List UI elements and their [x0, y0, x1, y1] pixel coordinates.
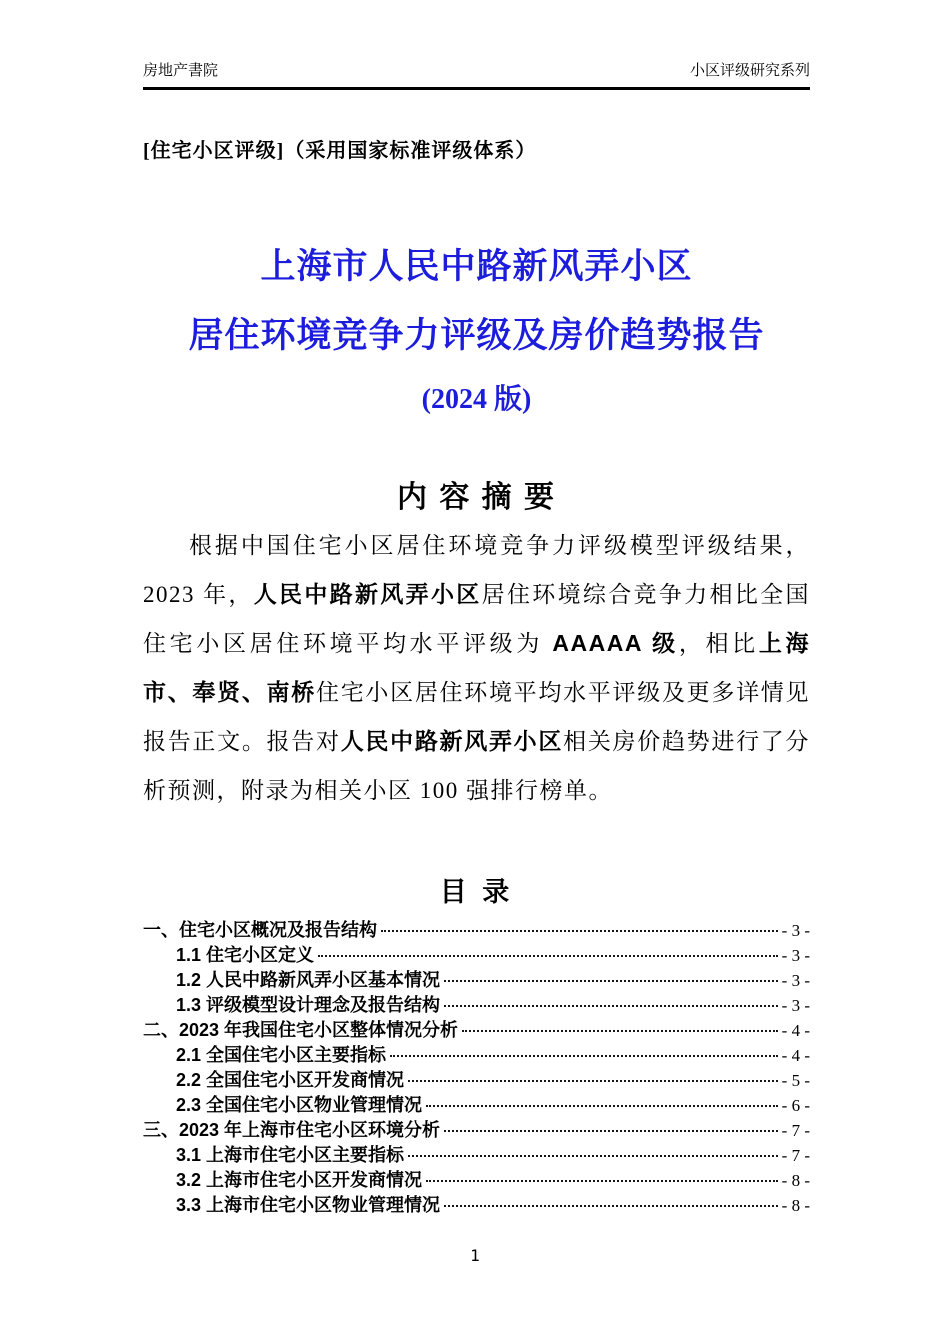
toc-entry-page: - 8 - — [781, 1171, 810, 1191]
toc-entry[interactable] — [143, 991, 810, 1016]
toc-entry-label: 2.3 全国住宅小区物业管理情况 — [176, 1095, 423, 1116]
toc-entry[interactable] — [143, 1016, 810, 1041]
toc-entry-page: - 3 - — [781, 996, 810, 1016]
report-title-line1: 上海市人民中路新风弄小区 — [260, 247, 693, 286]
summary-text-run: ，相比 — [678, 631, 759, 657]
toc-entry-label: 2.2 全国住宅小区开发商情况 — [176, 1070, 405, 1091]
toc-entry-label: 1.2 人民中路新风弄小区基本情况 — [176, 970, 441, 991]
page-number: 1 — [470, 1246, 480, 1265]
toc-entry-label: 一、住宅小区概况及报告结构 — [143, 920, 377, 941]
summary-bold-run: AAAAA 级 — [552, 630, 679, 657]
toc-entry[interactable] — [143, 1041, 810, 1066]
rating-system-tagline: [住宅小区评级]（采用国家标准评级体系） — [143, 140, 537, 162]
toc-entry-label: 2.1 全国住宅小区主要指标 — [176, 1045, 387, 1066]
toc-entry[interactable] — [143, 916, 810, 941]
summary-text-run: 住宅小区居住环境平均水平评级及更多详情见报告正文。报告对 — [143, 680, 811, 755]
header-left-text: 房地产書院 — [143, 62, 219, 79]
summary-text-run: 根据中国住宅小区居住环境竞争力评级模型评级结果，2023 年， — [143, 533, 810, 608]
toc-heading: 目 录 — [439, 877, 514, 908]
summary-paragraph — [143, 521, 810, 815]
toc-entry-page: - 3 - — [781, 921, 810, 941]
toc-entry-label: 1.1 住宅小区定义 — [176, 945, 315, 966]
report-title-block — [143, 247, 810, 416]
toc-entry-page: - 3 - — [781, 971, 810, 991]
page-footer — [0, 1246, 950, 1265]
summary-text-run: 相关房价趋势进行了分析预测，附录为相关小区 100 强排行榜单。 — [143, 729, 811, 804]
summary-text-run: 居住环境综合竞争力相比全国住宅小区居住环境平均水平评级为 — [143, 582, 811, 657]
toc-entry-page: - 4 - — [781, 1046, 810, 1066]
header-right-text: 小区评级研究系列 — [689, 62, 810, 79]
toc-entry-label: 3.1 上海市住宅小区主要指标 — [176, 1145, 405, 1166]
toc-entry-page: - 7 - — [781, 1146, 810, 1166]
toc-entry-page: - 4 - — [781, 1021, 810, 1041]
toc-entry[interactable] — [143, 1141, 810, 1166]
toc-entry[interactable] — [143, 1191, 810, 1216]
toc-entry[interactable] — [143, 1116, 810, 1141]
summary-bold-run: 人民中路新风弄小区 — [340, 728, 564, 755]
toc-entry[interactable] — [143, 966, 810, 991]
report-title-edition: (2024 版) — [421, 383, 532, 415]
report-title-line2: 居住环境竞争力评级及房价趋势报告 — [188, 316, 765, 356]
page-header — [143, 0, 810, 90]
toc-entry-page: - 3 - — [781, 946, 810, 966]
toc-entry-label: 1.3 评级模型设计理念及报告结构 — [176, 995, 441, 1016]
summary-bold-run: 上海市、奉贤、南桥 — [143, 630, 811, 706]
toc-entry-page: - 5 - — [781, 1071, 810, 1091]
toc-entry-label: 3.3 上海市住宅小区物业管理情况 — [176, 1195, 441, 1216]
toc-entry-label: 3.2 上海市住宅小区开发商情况 — [176, 1170, 423, 1191]
toc-entry[interactable] — [143, 1166, 810, 1191]
toc-entry-page: - 7 - — [781, 1121, 810, 1141]
summary-heading: 内 容 摘 要 — [396, 481, 556, 515]
toc-entry[interactable] — [143, 941, 810, 966]
toc-list — [143, 916, 810, 1216]
toc-entry-label: 三、2023 年上海市住宅小区环境分析 — [143, 1120, 441, 1141]
summary-bold-run: 人民中路新风弄小区 — [253, 581, 482, 608]
toc-entry-label: 二、2023 年我国住宅小区整体情况分析 — [143, 1020, 459, 1041]
toc-entry[interactable] — [143, 1091, 810, 1116]
toc-entry-page: - 8 - — [781, 1196, 810, 1216]
toc-entry-page: - 6 - — [781, 1096, 810, 1116]
toc-entry[interactable] — [143, 1066, 810, 1091]
